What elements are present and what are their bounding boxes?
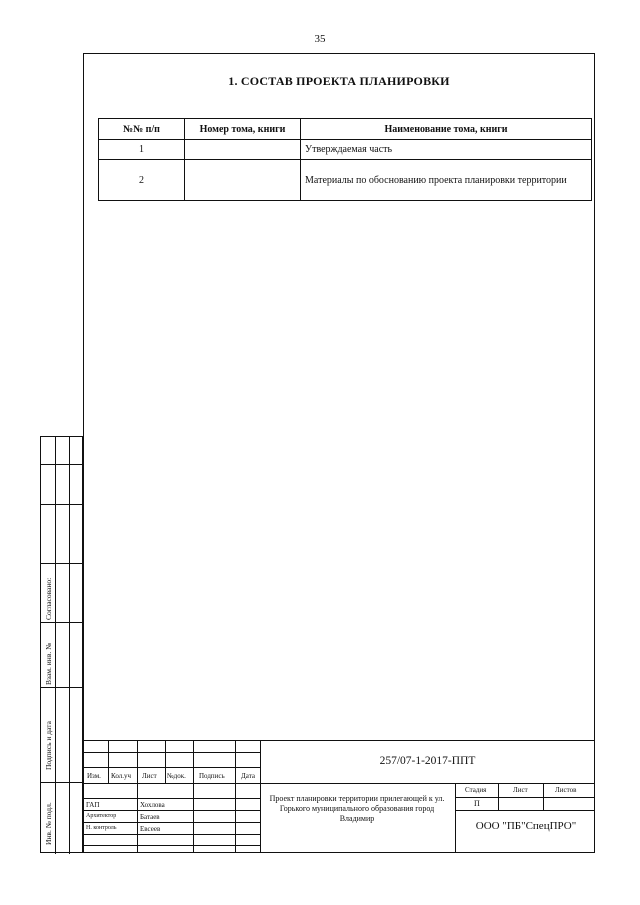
role-architect: Архитектор (86, 813, 117, 819)
col-kolich: Кол.уч (111, 772, 131, 780)
section-title: 1. СОСТАВ ПРОЕКТА ПЛАНИРОВКИ (228, 74, 450, 88)
stage-label: Стадия (465, 786, 487, 794)
col-ndok: №док. (167, 772, 186, 780)
row-name: Утверждаемая часть (301, 140, 592, 160)
sheets-label: Листов (555, 786, 577, 794)
table-header-row (99, 119, 592, 140)
row-num: 1 (99, 140, 185, 160)
agreed-label: Согласовано: (44, 577, 53, 620)
inv-orig-label: Инв. № подл. (44, 802, 53, 845)
sheet-label: Лист (513, 786, 528, 794)
col-podpis: Подпись (199, 772, 225, 780)
header-volume: Номер тома, книги (185, 119, 301, 140)
project-name: Проект планировки территории прилегающей к ул. Горького муниципального образования город Владимир (269, 794, 445, 823)
header-num: №№ п/п (99, 119, 185, 140)
organization-name: ООО "ПБ"СпецПРО" (475, 820, 577, 832)
col-izm: Изм. (87, 772, 101, 780)
header-name: Наименование тома, книги (301, 119, 592, 140)
col-data: Дата (241, 772, 255, 780)
replaced-inv-label: Взам. инв. № (44, 642, 53, 685)
sign-date-label: Подпись и дата (44, 721, 53, 770)
row-num: 2 (99, 160, 185, 201)
role-gap: ГАП (86, 801, 100, 809)
row-volume (185, 160, 301, 201)
side-stamp (40, 436, 83, 853)
name-gap: Хохлова (140, 801, 165, 809)
col-list: Лист (142, 772, 157, 780)
document-code: 257/07-1-2017-ППТ (379, 755, 476, 767)
stage-value: П (474, 799, 480, 808)
row-volume (185, 140, 301, 160)
page-number: 35 (314, 33, 326, 45)
name-norm-control: Евсеев (140, 825, 161, 833)
table-row (99, 140, 592, 160)
role-norm-control: Н. контроль (86, 825, 117, 831)
row-name: Материалы по обоснованию проекта планировки территории (301, 160, 592, 201)
table-row (99, 160, 592, 201)
composition-table (98, 118, 592, 201)
name-architect: Батаев (140, 813, 160, 821)
